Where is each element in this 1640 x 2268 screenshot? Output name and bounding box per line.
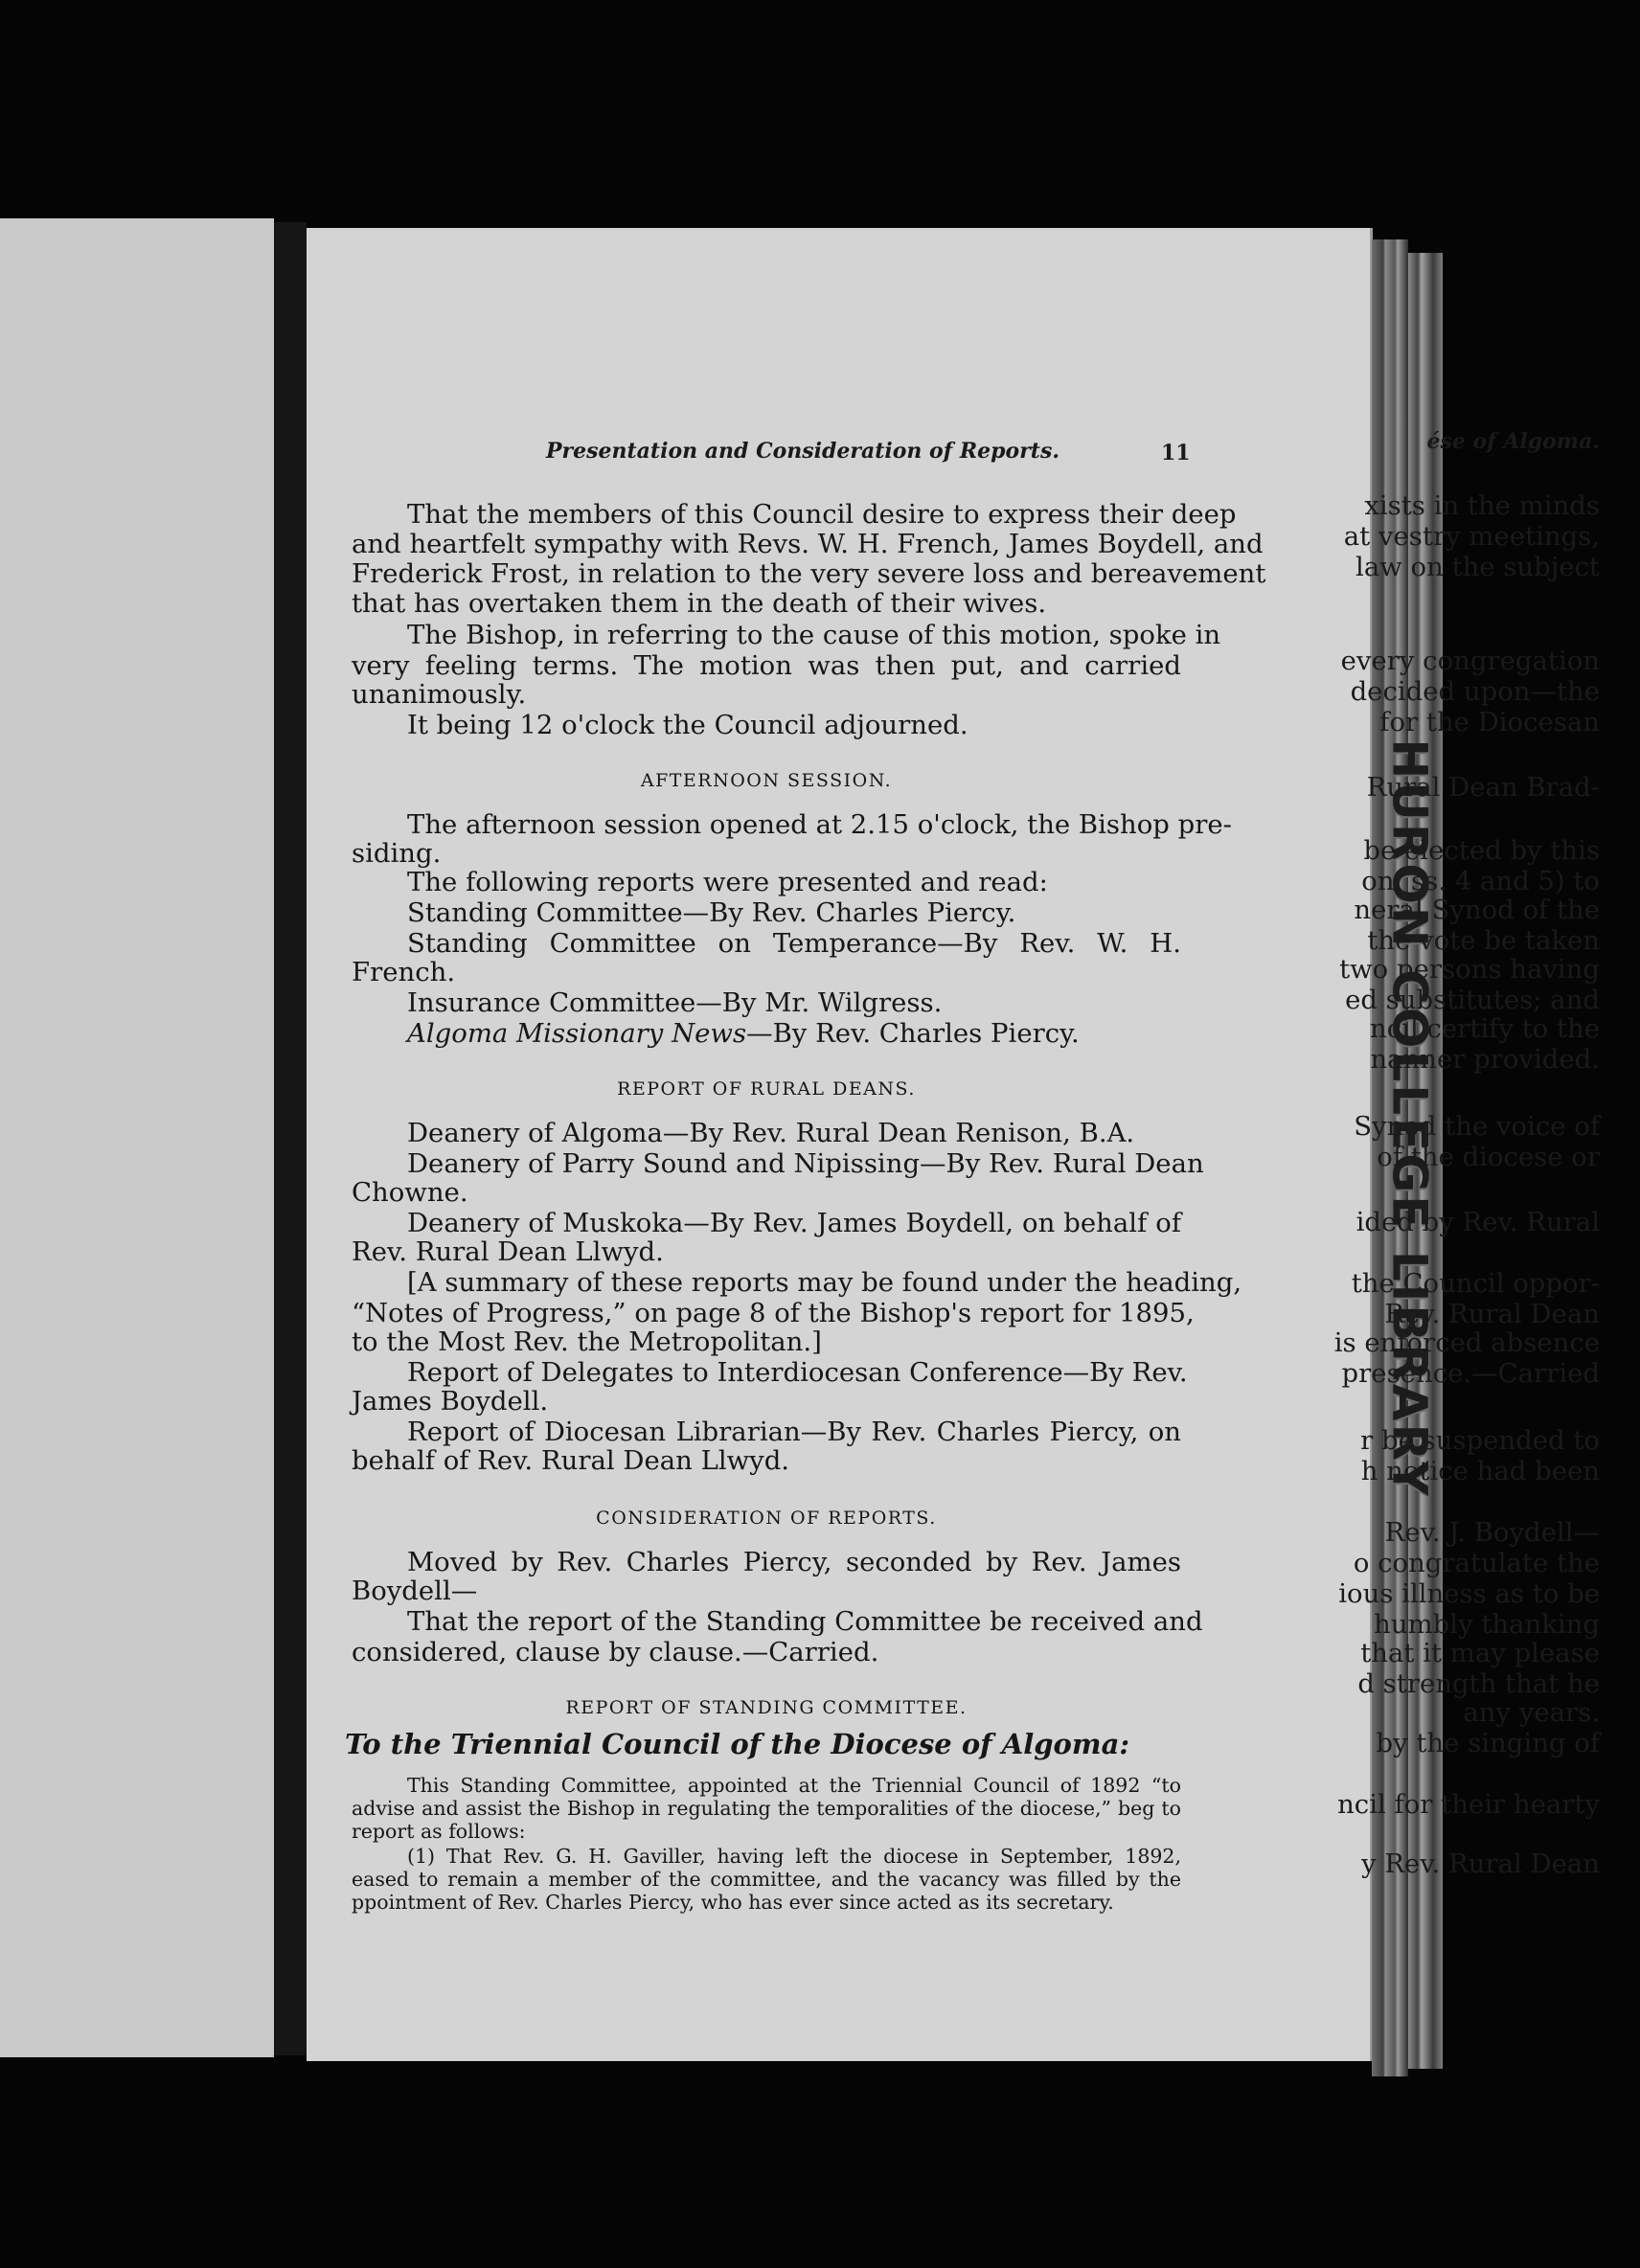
left-line: decided upon—the [1350,676,1600,707]
text-line: Insurance Committee—By Mr. Wilgress. [407,987,943,1018]
text-line: considered, clause by clause.—Carried. [352,1637,879,1667]
small-text-line: (1) That Rev. G. H. Gaviller, having left the diocese in September, 1892, [407,1845,1181,1868]
left-line: ided by Rev. Rural [1355,1207,1600,1237]
left-line: by the singing of [1376,1728,1600,1758]
section-heading: REPORT OF STANDING COMMITTEE. [565,1697,968,1718]
text-line: Rev. Rural Dean Llwyd. [352,1236,664,1267]
text-line: “Notes of Progress,” on page 8 of the Bishop's report for 1895, [352,1298,1195,1328]
left-line: ncil certify to the [1370,1013,1600,1044]
text-line: Report of Delegates to Interdiocesan Conference—By Rev. [407,1357,1188,1388]
text-line: siding. [352,838,442,869]
text-line: That the report of the Standing Committee be received and [407,1606,1203,1637]
page-number: 11 [1161,441,1191,465]
left-line: h notice had been [1360,1456,1600,1486]
left-line: law on the subject [1355,552,1600,582]
left-line: o congratulate the [1353,1548,1600,1578]
text-line: Moved by Rev. Charles Piercy, seconded by Rev. James [407,1547,1181,1577]
left-line: y Rev. Rural Dean [1361,1848,1600,1879]
text-line: Report of Diocesan Librarian—By Rev. Charles Piercy, on [407,1417,1181,1447]
text-line: Boydell— [352,1576,478,1606]
text-line: Standing Committee on Temperance—By Rev. W. H. [407,928,1181,959]
left-line: xists in the minds [1364,490,1600,521]
left-line: humbly thanking [1374,1609,1600,1640]
left-line: nanner provided. [1370,1044,1600,1075]
text-line: The following reports were presented and read: [407,867,1048,897]
text-line: Chowne. [352,1177,468,1208]
text-line: and heartfelt sympathy with Revs. W. H. French, James Boydell, and [352,529,1264,559]
text-line: Frederick Frost, in relation to the very severe loss and bereavement [352,558,1266,589]
text-line: behalf of Rev. Rural Dean Llwyd. [352,1445,790,1476]
text-line: to the Most Rev. the Metropolitan.] [352,1327,822,1357]
left-line: is enforced absence [1333,1327,1600,1358]
text-line: that has overtaken them in the death of their wives. [352,588,1047,619]
text-line: The afternoon session opened at 2.15 o'clock, the Bishop pre- [407,809,1232,840]
left-line: the Council oppor- [1351,1268,1600,1299]
text-line: The Bishop, in referring to the cause of this motion, spoke in [407,620,1221,650]
text-line: unanimously. [352,679,527,710]
text-fragment: —By Rev. Charles Piercy. [746,1018,1080,1049]
section-heading: REPORT OF RURAL DEANS. [617,1078,916,1100]
small-text-line: This Standing Committee, appointed at the Triennial Council of 1892 “to [407,1774,1181,1797]
text-line: French. [352,957,456,987]
left-line: r be suspended to [1360,1425,1600,1456]
text-line: very feeling terms. The motion was then put, and carried [352,650,1181,681]
text-line: Deanery of Algoma—By Rev. Rural Dean Renison, B.A. [407,1118,1135,1148]
left-line: that it may please [1360,1638,1600,1668]
left-page [0,218,274,2057]
text-line: It being 12 o'clock the Council adjourned. [407,710,968,740]
running-head: Presentation and Consideration of Reports. [546,439,1059,464]
small-text-line: advise and assist the Bishop in regulating the temporalities of the diocese,” beg to [352,1797,1181,1820]
section-heading: CONSIDERATION OF REPORTS. [596,1508,937,1529]
left-line: ed substitutes; and [1345,985,1600,1015]
small-text-line: report as follows: [352,1820,526,1843]
small-text-line: ppointment of Rev. Charles Piercy, who has ever since acted as its secretary. [352,1891,1114,1914]
left-line: on, ss. 4 and 5) to [1361,866,1600,896]
text-line [352,1019,1181,1049]
text-line: Deanery of Parry Sound and Nipissing—By Rev. Rural Dean [407,1148,1204,1179]
left-line: ious illness as to be [1338,1578,1600,1609]
publication-title: Algoma Missionary News [407,1018,747,1049]
left-line: Rev. J. Boydell— [1384,1517,1600,1548]
left-line: Rev. Rural Dean [1384,1299,1600,1329]
small-text-line: eased to remain a member of the committee, and the vacancy was filled by the [352,1868,1181,1891]
left-line: at vestry meetings, [1343,521,1600,552]
left-line: Synod the voice of [1354,1111,1600,1142]
address-line: To the Triennial Council of the Diocese of Algoma: [345,1728,1130,1760]
book-gutter [274,222,307,2055]
left-line: the vote be taken [1367,925,1600,956]
left-line: neral Synod of the [1354,895,1600,925]
left-line: for the Diocesan [1379,707,1600,737]
left-line: ncil for their hearty [1337,1789,1600,1820]
left-line: any years. [1463,1697,1600,1728]
text-line: James Boydell. [352,1386,549,1417]
left-running-head: ése of Algoma. [1426,429,1600,454]
left-line: Rural Dean Brad- [1366,772,1600,803]
left-line: every congregation [1340,646,1600,676]
left-line: d strength that he [1357,1668,1600,1699]
text-line: That the members of this Council desire to express their deep [407,499,1237,530]
text-line: Standing Committee—By Rev. Charles Piercy. [407,897,1016,928]
library-stamp: HURON COLLEGE LIBRARY [1382,738,1439,1499]
left-line: two persons having [1339,954,1600,985]
text-line: [A summary of these reports may be found under the heading, [407,1267,1242,1298]
left-line: presence.—Carried [1341,1358,1600,1389]
left-line: of the diocese or [1377,1142,1600,1172]
text-line: Deanery of Muskoka—By Rev. James Boydell, on behalf of [407,1208,1181,1238]
section-heading: AFTERNOON SESSION. [640,770,893,791]
left-line: be elected by this [1363,835,1600,866]
